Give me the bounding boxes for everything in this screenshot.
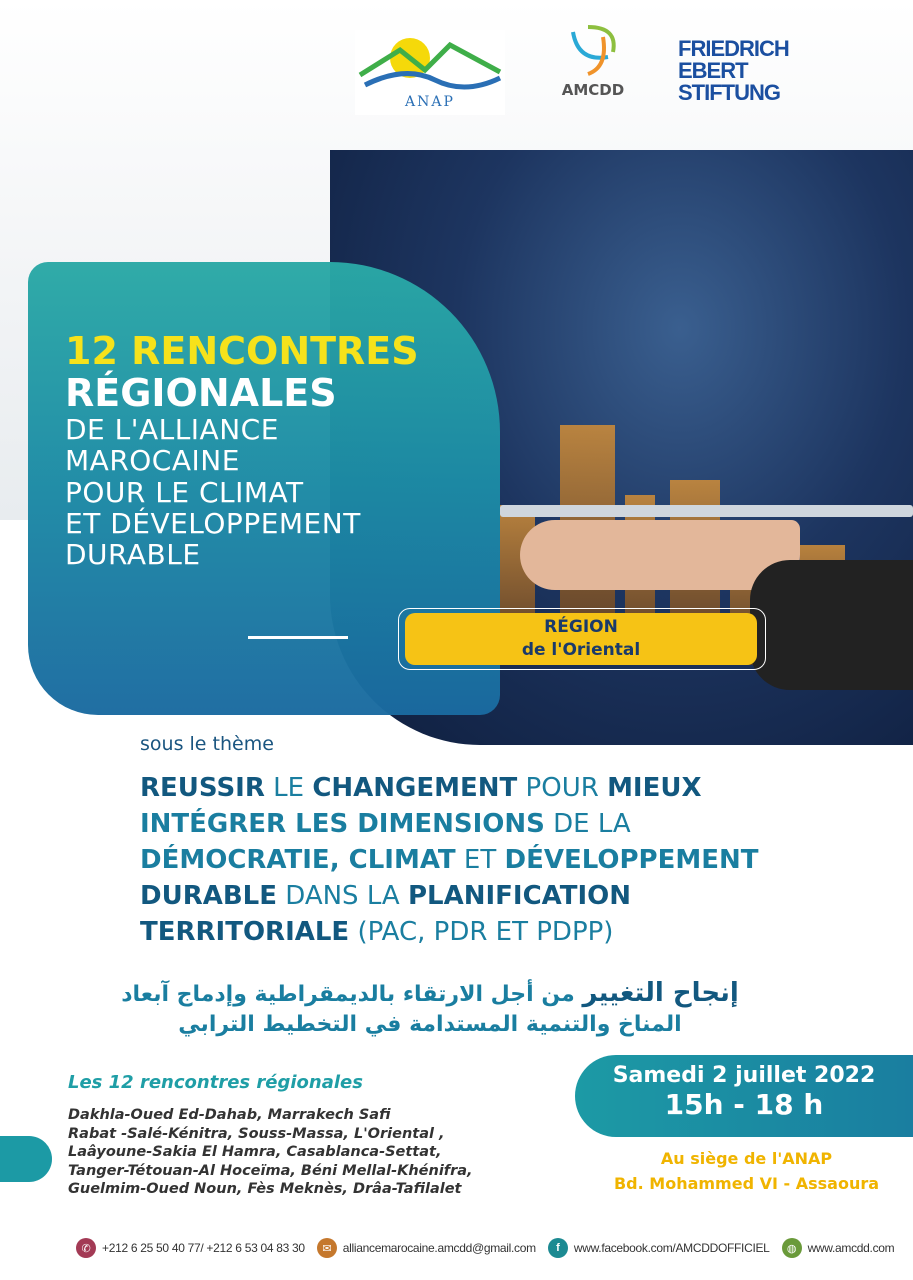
region-label: RÉGION (544, 617, 618, 637)
regions-heading: Les 12 rencontres régionales (68, 1072, 363, 1093)
event-place (580, 1146, 913, 1196)
regions-line: Guelmim-Oued Noun, Fès Meknès, Drâa-Tafilalet (68, 1181, 462, 1198)
fes-logo-line: EBERT (678, 58, 748, 83)
event-place-line: Au siège de l'ANAP (660, 1149, 833, 1168)
website-link[interactable]: www.amcdd.com (807, 1241, 895, 1255)
amcdd-logo (548, 22, 638, 122)
regions-line: Dakhla-Oued Ed-Dahab, Marrakech Safi (68, 1107, 391, 1123)
regions-line: Rabat -Salé-Kénitra, Souss-Massa, L'Oriental , (68, 1125, 445, 1142)
anap-logo (355, 30, 505, 115)
arabic-line: من أجل الارتقاء بالديمقراطية وإدماج آبعاد (121, 982, 583, 1007)
theme-word: POUR (517, 773, 608, 803)
region-badge (405, 613, 757, 665)
email-link[interactable]: alliancemarocaine.amcdd@gmail.com (342, 1241, 536, 1255)
theme-word: CHANGEMENT (312, 773, 518, 803)
theme-intro: sous le thème (140, 733, 274, 755)
phone-icon: ✆ (76, 1238, 96, 1258)
amcdd-logo-text: AMCDD (561, 81, 625, 99)
theme-word: DANS LA (276, 881, 408, 911)
email-icon: ✉ (317, 1238, 337, 1258)
event-place-line: Bd. Mohammed VI - Assaoura (613, 1174, 880, 1193)
tablet-tray (500, 505, 913, 517)
theme-word: MIEUX (607, 773, 702, 803)
fes-logo-line: FRIEDRICH (678, 36, 789, 61)
fes-logo (678, 38, 789, 104)
theme-word: PLANIFICATION (407, 881, 632, 911)
regions-list (68, 1106, 473, 1199)
facebook-icon: f (548, 1238, 568, 1258)
title-line: POUR LE CLIMAT (65, 475, 304, 509)
theme-word: (PAC, PDR ET PDPP) (349, 917, 614, 947)
facebook-link[interactable]: www.facebook.com/AMCDDOFFICIEL (573, 1241, 770, 1255)
title-line: ET DÉVELOPPEMENT (65, 506, 361, 540)
divider (248, 636, 348, 639)
theme-word: REUSSIR (140, 773, 265, 803)
arabic-emphasis: إنجاح التغيير (582, 978, 739, 1008)
poster-title (65, 330, 419, 570)
theme-word: DÉVELOPPEMENT (504, 845, 759, 875)
sleeve-image (750, 560, 913, 690)
theme-word: DE LA (544, 809, 631, 839)
regions-line: Laâyoune-Sakia El Hamra, Casablanca-Settat, (68, 1144, 442, 1161)
theme-word: LE (264, 773, 313, 803)
theme-word: DURABLE (140, 881, 277, 911)
title-line: MAROCAINE (65, 444, 240, 478)
theme-word: ET (455, 845, 505, 875)
decorative-pill (0, 1136, 52, 1182)
theme-word: TERRITORIALE (140, 917, 350, 947)
theme-text (140, 770, 758, 950)
phone-text: +212 6 25 50 40 77/ +212 6 53 04 83 30 (102, 1241, 305, 1255)
event-date: Samedi 2 juillet 2022 (612, 1063, 876, 1088)
anap-logo-text: ANAP (405, 94, 455, 110)
event-time: 15h - 18 h (664, 1088, 824, 1121)
region-name: de l'Oriental (521, 640, 641, 660)
theme-word: INTÉGRER LES DIMENSIONS (140, 809, 545, 839)
contact-footer (70, 1238, 894, 1258)
fes-logo-line: STIFTUNG (678, 80, 780, 105)
globe-icon: ◍ (782, 1238, 802, 1258)
title-line: 12 RENCONTRES (65, 329, 419, 373)
regions-line: Tanger-Tétouan-Al Hoceïma, Béni Mellal-Khénifra, (68, 1162, 473, 1179)
title-line: RÉGIONALES (65, 371, 337, 416)
arabic-line: المناخ والتنمية المستدامة في التخطيط الترابي (178, 1012, 682, 1037)
arabic-theme (120, 978, 740, 1040)
event-date-box (575, 1055, 913, 1137)
title-line: DE L'ALLIANCE (65, 413, 279, 447)
theme-word: DÉMOCRATIE, CLIMAT (140, 845, 456, 875)
title-line: DURABLE (65, 537, 201, 571)
